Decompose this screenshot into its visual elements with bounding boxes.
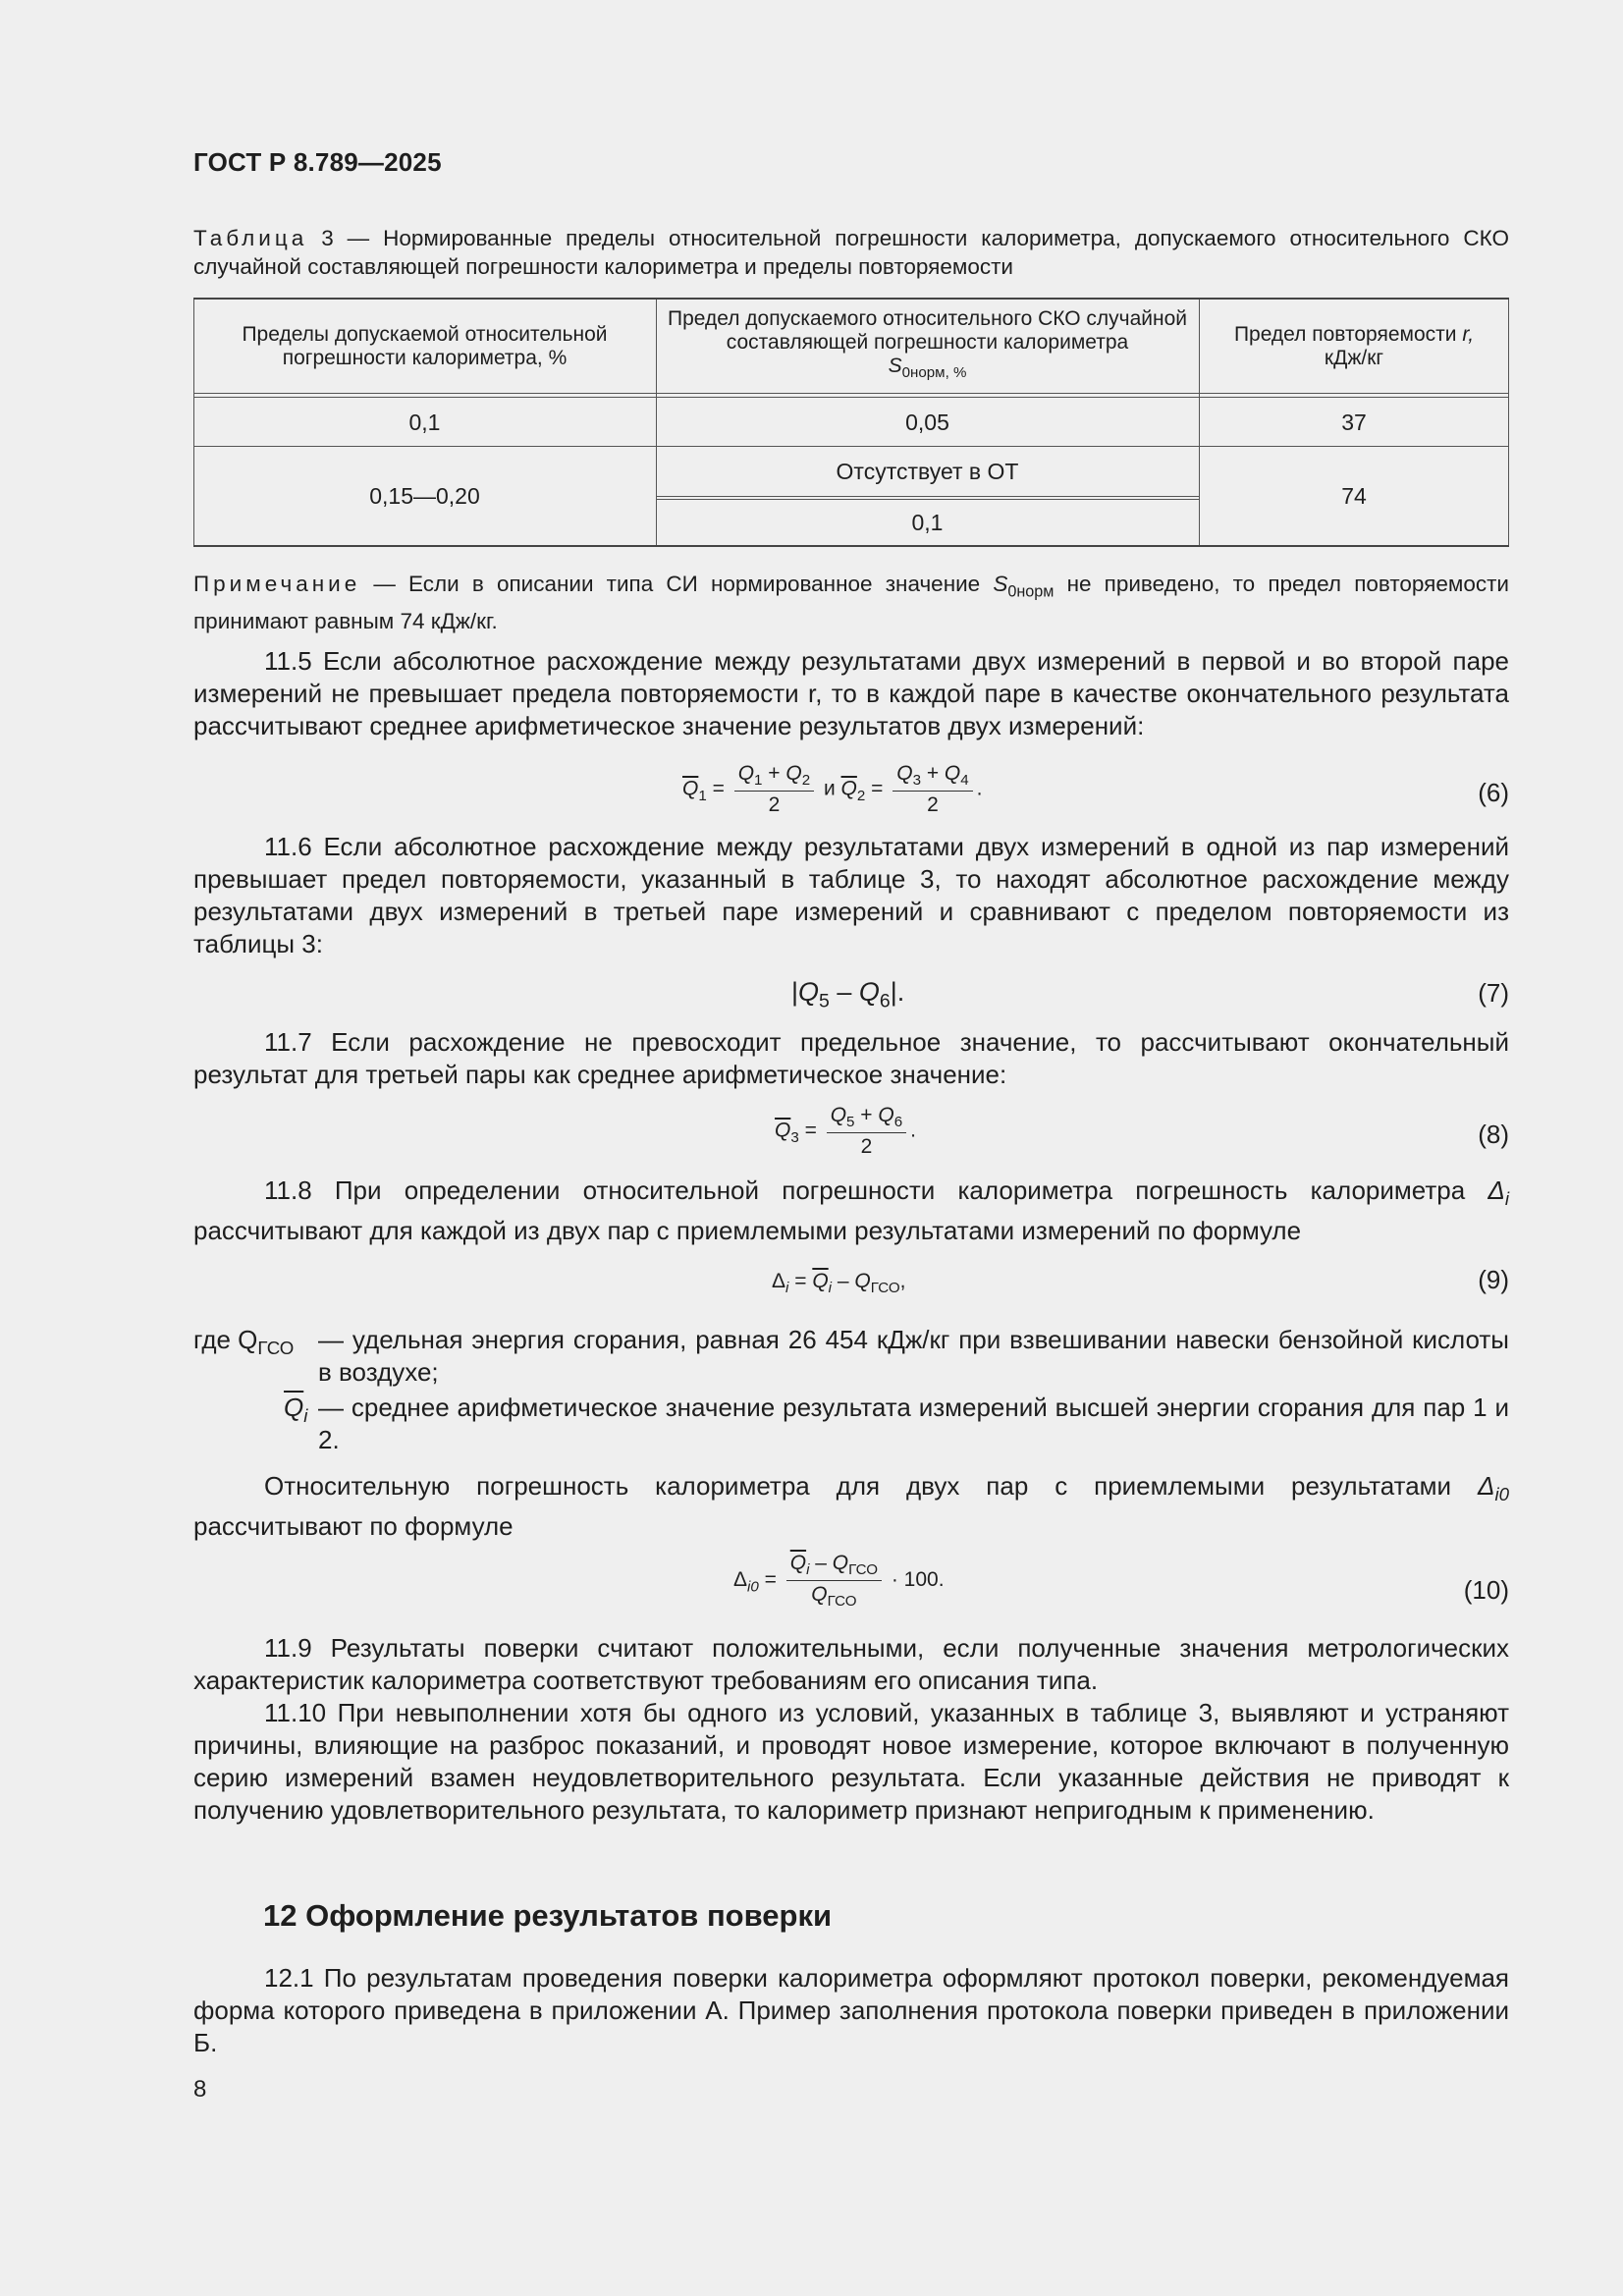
page-number: 8 xyxy=(193,2076,207,2103)
note-label: Примечание xyxy=(193,572,361,596)
equation-number-8: (8) xyxy=(1478,1120,1509,1149)
table-row2-col1: 0,15—0,20 xyxy=(369,483,480,509)
table-row1-col3: 37 xyxy=(1341,409,1367,435)
table-caption-label: Таблица xyxy=(193,226,308,250)
equation-number-6: (6) xyxy=(1478,778,1509,807)
table-header-col2-symbol: $S_{0норм, \%}$ xyxy=(888,354,967,382)
table-note: Примечание — Если в описании типа СИ нормированное значение $S_{0норм}$ не приведено, то предел повторяемости принимают равным 74 кДж/кг. xyxy=(193,572,1509,633)
table-header-col3-unit: кДж/кг xyxy=(1324,346,1384,369)
paragraph-11-10: 11.10 При невыполнении хотя бы одного из условий, указанных в таблице 3, выявляют и устраняют причины, влияющие на разброс показаний, и проводят новое измерение, которое включают в полученную серию измерений взамен неудовлетворительного результата. Если указанные действия не приводят к получению удовлетворительного результата, то калориметр признают непригодным к применению. xyxy=(193,1698,1509,1825)
paragraph-11-7: 11.7 Если расхождение не превосходит предельное значение, то рассчитывают окончательный результат для третьей пары как среднее арифметическое значение: xyxy=(193,1027,1509,1089)
table-row2-col2b: 0,1 xyxy=(911,510,944,535)
table-3 xyxy=(193,298,1509,547)
equation-number-9: (9) xyxy=(1478,1265,1509,1294)
equation-number-7: (7) xyxy=(1478,978,1509,1008)
table-header-col1: Пределы допускаемой относительной погрешности калориметра, % xyxy=(242,322,608,369)
table-row1-col1: 0,1 xyxy=(408,409,441,435)
paragraph-11-5: 11.5 Если абсолютное расхождение между результатами двух измерений в первой и во второй паре измерений не превышает предела повторяемости r, то в каждой паре в качестве окончательного результата рассчитывают среднее арифметическое значение результатов двух измерений: xyxy=(193,646,1509,740)
formula-10: $\Delta_{i0}$ = $\frac{\overline{Q}_i - Q_{ГСО}}{Q_{ГСО}}$ · 100. xyxy=(733,1552,945,1611)
table-header-col2 xyxy=(666,300,1189,393)
paragraph-11-8: 11.8 При определении относительной погрешности калориметра погрешность калориметра $\Delta_i$ рассчитывают для каждой из двух пар с приемлемыми результатами измерений по формуле xyxy=(193,1175,1509,1246)
formula-9: $\Delta_i = \overline{Q}_i - Q_{ГСО}$, xyxy=(772,1270,906,1297)
paragraph-11-9: 11.9 Результаты поверки считают положительными, если полученные значения метрологических характеристик калориметра соответствуют требованиям его описания типа. xyxy=(193,1633,1509,1695)
table-header-col3 xyxy=(1209,300,1499,393)
table-header-col2-text: Предел допускаемого относительного СКО случайной составляющей погрешности калориметра xyxy=(667,306,1188,354)
document-page: ГОСТ Р 8.789—2025 Таблица 3 — Нормированные пределы относительной погрешности калориметра, допускаемого относительного СКО случайной составляющей погрешности калориметра и пределы повторяемости Пределы допускаемой относительной погрешности калориметра, % Предел допускаемого относительного СКО случайной составляющей погрешности калориметра $S_{0норм, \%}$ Предел повторяемости r, кДж/кг 0,1 0,05 37 0,15—0,20 Отсутствует в ОТ 0,1 74 Примечание — Если в описании типа СИ нормированное значение $S_{0норм}$ не приведено, то предел повторяемости принимают равным 74 кДж/кг. 11.5 Если абсолютное расхождение между результатами двух измерений в первой и во второй паре измерений не превышает предела повторяемости r, то в каждой паре в качестве окончательного результата рассчитывают среднее арифметическое значение результатов двух измерений: $\overline{Q}_1$ = $\frac{Q_1 + Q_2}{2}$ и $\overline{Q}_2$ = $\frac{Q_3 + Q_4}{2}$ . (6) 11.6 Если абсолютное расхождение между результатами двух измерений в одной из пар измерений превышает предел повторяемости, указанный в таблице 3, то находят абсолютное расхождение между результатами двух измерений в третьей паре измерений и сравнивают с пределом повторяемости из таблицы 3: $|Q_5 - Q_6|$. (7) 11.7 Если расхождение не превосходит предельное значение, то рассчитывают окончательный результат для третьей пары как среднее арифметическое значение: $\overline{Q}_3$ = $\frac{Q_5 + Q_6}{2}$ . (8) 11.8 При определении относительной погрешности калориметра погрешность калориметра $\Delta_i$ рассчитывают для каждой из двух пар с приемлемыми результатами измерений по формуле $\Delta_i = \overline{Q}_i - Q_{ГСО}$, (9) где $Q_{ГСО}$ — удельная энергия сгорания, равная 26 454 кДж/кг при взвешивании навески бензойной кислоты в воздухе; $\overline{Q}_i$ — среднее арифметическое значение результата измерений высшей энергии сгорания для пар 1 и 2. Относительную погрешность калориметра для двух пар с приемлемыми результатами $\Delta_{i0}$ рассчитывают по формуле $\Delta_{i0}$ = $\frac{\overline{Q}_i - Q_{ГСО}}{Q_{ГСО}}$ · 100. (10) 11.9 Результаты поверки считают положительными, если полученные значения метрологических характеристик калориметра соответствуют требованиям его описания типа. 11.10 При невыполнении хотя бы одного из условий, указанных в таблице 3, выявляют и устраняют причины, влияющие на разброс показаний, и проводят новое измерение, которое включают в полученную серию измерений взамен неудовлетворительного результата. Если указанные действия не приводят к получению удовлетворительного результата, то калориметр признают непригодным к применению. 12 Оформление результатов поверки 12.1 По результатам проведения поверки калориметра оформляют протокол поверки, рекомендуемая форма которого приведена в приложении А. Пример заполнения протокола поверки приведен в приложении Б. 8 xyxy=(193,147,1509,2103)
paragraph-12-1: 12.1 По результатам проведения поверки калориметра оформляют протокол поверки, рекомендуемая форма которого приведена в приложении А. Пример заполнения протокола поверки приведен в приложении Б. xyxy=(193,1963,1509,2057)
formula-6: $\overline{Q}_1$ = $\frac{Q_1 + Q_2}{2}$ и $\overline{Q}_2$ = $\frac{Q_3 + Q_4}{2}$ . xyxy=(682,762,983,817)
formula-7: $|Q_5 - Q_6|$. xyxy=(791,977,905,1012)
document-code: ГОСТ Р 8.789—2025 xyxy=(193,147,442,177)
table-row2-col3: 74 xyxy=(1341,483,1367,509)
table-caption xyxy=(193,224,1509,281)
table-row2-col2a: Отсутствует в ОТ xyxy=(836,459,1019,484)
equation-number-10: (10) xyxy=(1463,1575,1509,1605)
table-header-col3-text: Предел повторяемости r, xyxy=(1233,322,1475,346)
table-row1-col2: 0,05 xyxy=(905,409,949,435)
formula-8: $\overline{Q}_3$ = $\frac{Q_5 + Q_6}{2}$ . xyxy=(775,1104,916,1159)
paragraph-11-6: 11.6 Если абсолютное расхождение между результатами двух измерений в одной из пар измерений превышает предел повторяемости, указанный в таблице 3, то находят абсолютное расхождение между результатами двух измерений в третьей паре измерений и сравнивают с пределом повторяемости из таблицы 3: xyxy=(193,832,1509,958)
paragraph-relative-error: Относительную погрешность калориметра для двух пар с приемлемыми результатами $\Delta_{i0}$ рассчитывают по формуле xyxy=(193,1471,1509,1542)
table-caption-text: 3 — Нормированные пределы относительной погрешности калориметра, допускаемого относительного СКО случайной составляющей погрешности калориметра и пределы повторяемости xyxy=(193,226,1509,279)
section-12-heading: 12 Оформление результатов поверки xyxy=(263,1898,833,1933)
